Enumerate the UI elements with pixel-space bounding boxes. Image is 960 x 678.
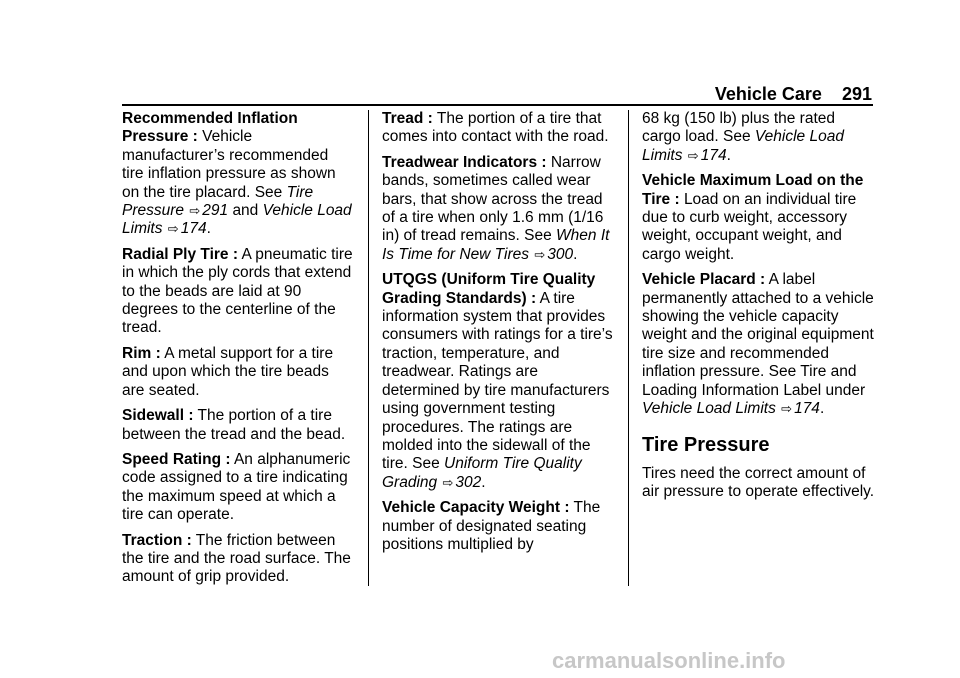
entry-term: Tread : [382,110,433,127]
cross-reference-link[interactable]: Tire Pressure [122,183,314,220]
page-reference-arrow-icon: ⇨ [189,203,201,219]
column-divider-2 [628,110,629,586]
entry-text: Narrow bands, sometimes called wear bars, that show across the tread of a tire when only 1.6 mm (1/16 in) of tread remains. See [382,153,604,245]
glossary-entry-traction [122,532,354,587]
entry-text-end: . [819,400,825,418]
cross-reference-page[interactable]: 300 [547,245,574,263]
glossary-entry-vehicle-capacity-weight [382,499,616,554]
page-reference-arrow-icon: ⇨ [167,221,179,237]
entry-term: Radial Ply Tire : [122,245,239,263]
entry-text: Vehicle manufacturer’s recommended tire inflation pressure as shown on the tire placard. See [122,128,336,201]
entry-text-end: . [573,245,578,263]
entry-text: Load on an individual tire due to curb weight, accessory weight, occupant weight, and cargo weight. [642,190,857,263]
entry-text: A label permanently attached to a vehicle showing the vehicle capacity weight and the original equipment tire size and recommended inflation pressure. See Tire and Loading Information Label under [642,271,874,399]
cross-reference-page[interactable]: 174 [794,400,820,418]
cross-reference-page[interactable]: 174 [180,220,207,238]
entry-text-end: . [726,146,731,164]
cross-reference-link[interactable]: Vehicle Load Limits [642,128,844,164]
entry-text: A pneumatic tire in which the ply cords that extend to the beads are laid at 90 degrees to the centerline of the tread. [122,245,353,337]
entry-term: UTQGS (Uniform Tire Quality Grading Standards) : [382,271,596,307]
section-paragraph: Tires need the correct amount of air pressure to operate effectively. [642,464,875,500]
column-divider-1 [368,110,369,586]
cross-reference-page[interactable]: 302 [455,473,482,491]
glossary-entry-vehicle-maximum-load [642,172,878,264]
entry-text: The portion of a tire that comes into contact with the road. [382,110,609,146]
glossary-entry-continuation [642,110,878,165]
column-2 [382,110,616,561]
entry-text: A tire information system that provides consumers with ratings for a tire’s traction, temperature, and treadwear. Ratings are determined by tire manufacturers using government testing procedures. The ratings are molded into the sidewall of the tire. See [382,289,613,473]
column-1 [122,110,354,594]
column-3 [642,110,878,508]
page-number: 291 [841,84,872,104]
page-reference-arrow-icon: ⇨ [534,246,546,262]
entry-text: The friction between the tire and the road surface. The amount of grip provided. [122,531,351,586]
cross-reference-link[interactable]: Uniform Tire Quality Grading [382,455,582,491]
glossary-entry-utqgs [382,271,616,492]
glossary-entry-recommended-inflation-pressure [122,110,354,239]
entry-term: Vehicle Maximum Load on the Tire : [642,172,864,208]
glossary-entry-speed-rating [122,451,354,525]
entry-term: Traction : [122,531,192,549]
cross-reference-link[interactable]: Vehicle Load Limits [122,202,352,238]
entry-text-end: . [481,473,486,491]
entry-text: An alphanumeric code assigned to a tire indicating the maximum speed at which a tire can operate. [122,450,351,524]
page-reference-arrow-icon: ⇨ [781,401,793,417]
entry-term: Rim : [122,344,161,362]
header-title: Vehicle Care [714,84,822,104]
glossary-entry-radial-ply-tire [122,246,354,338]
entry-text: 68 kg (150 lb) plus the rated cargo load. See [642,110,836,146]
cross-reference-page[interactable]: 174 [700,146,727,164]
entry-term: Treadwear Indicators : [382,153,547,171]
cross-reference-page[interactable]: 291 [202,202,229,220]
entry-term: Vehicle Capacity Weight : [382,499,570,517]
glossary-entry-tread [382,110,616,147]
glossary-entry-rim [122,345,354,400]
entry-text: The portion of a tire between the tread and the bead. [122,407,346,443]
entry-term: Recommended Inflation Pressure : [122,110,298,146]
glossary-entry-treadwear-indicators [382,154,616,264]
glossary-entry-vehicle-placard [642,271,878,418]
entry-term: Vehicle Placard : [642,271,766,289]
cross-reference-link[interactable]: Vehicle Load Limits [642,400,776,418]
entry-term: Sidewall : [122,407,194,425]
section-heading: Tire Pressure [642,433,770,456]
entry-text-conjunction: and [232,202,259,220]
entry-term: Speed Rating : [122,450,231,468]
page-reference-arrow-icon: ⇨ [442,474,454,490]
header-rule [122,104,873,106]
glossary-entry-sidewall [122,407,354,444]
cross-reference-link[interactable]: When It Is Time for New Tires [382,227,610,263]
watermark: carmanualsonline.info [552,648,786,673]
page-reference-arrow-icon: ⇨ [687,147,699,163]
entry-text-end: . [206,220,211,238]
entry-text: The number of designated seating positions multiplied by [382,499,601,553]
running-header [715,84,872,105]
entry-text: A metal support for a tire and upon which the tire beads are seated. [122,344,334,399]
